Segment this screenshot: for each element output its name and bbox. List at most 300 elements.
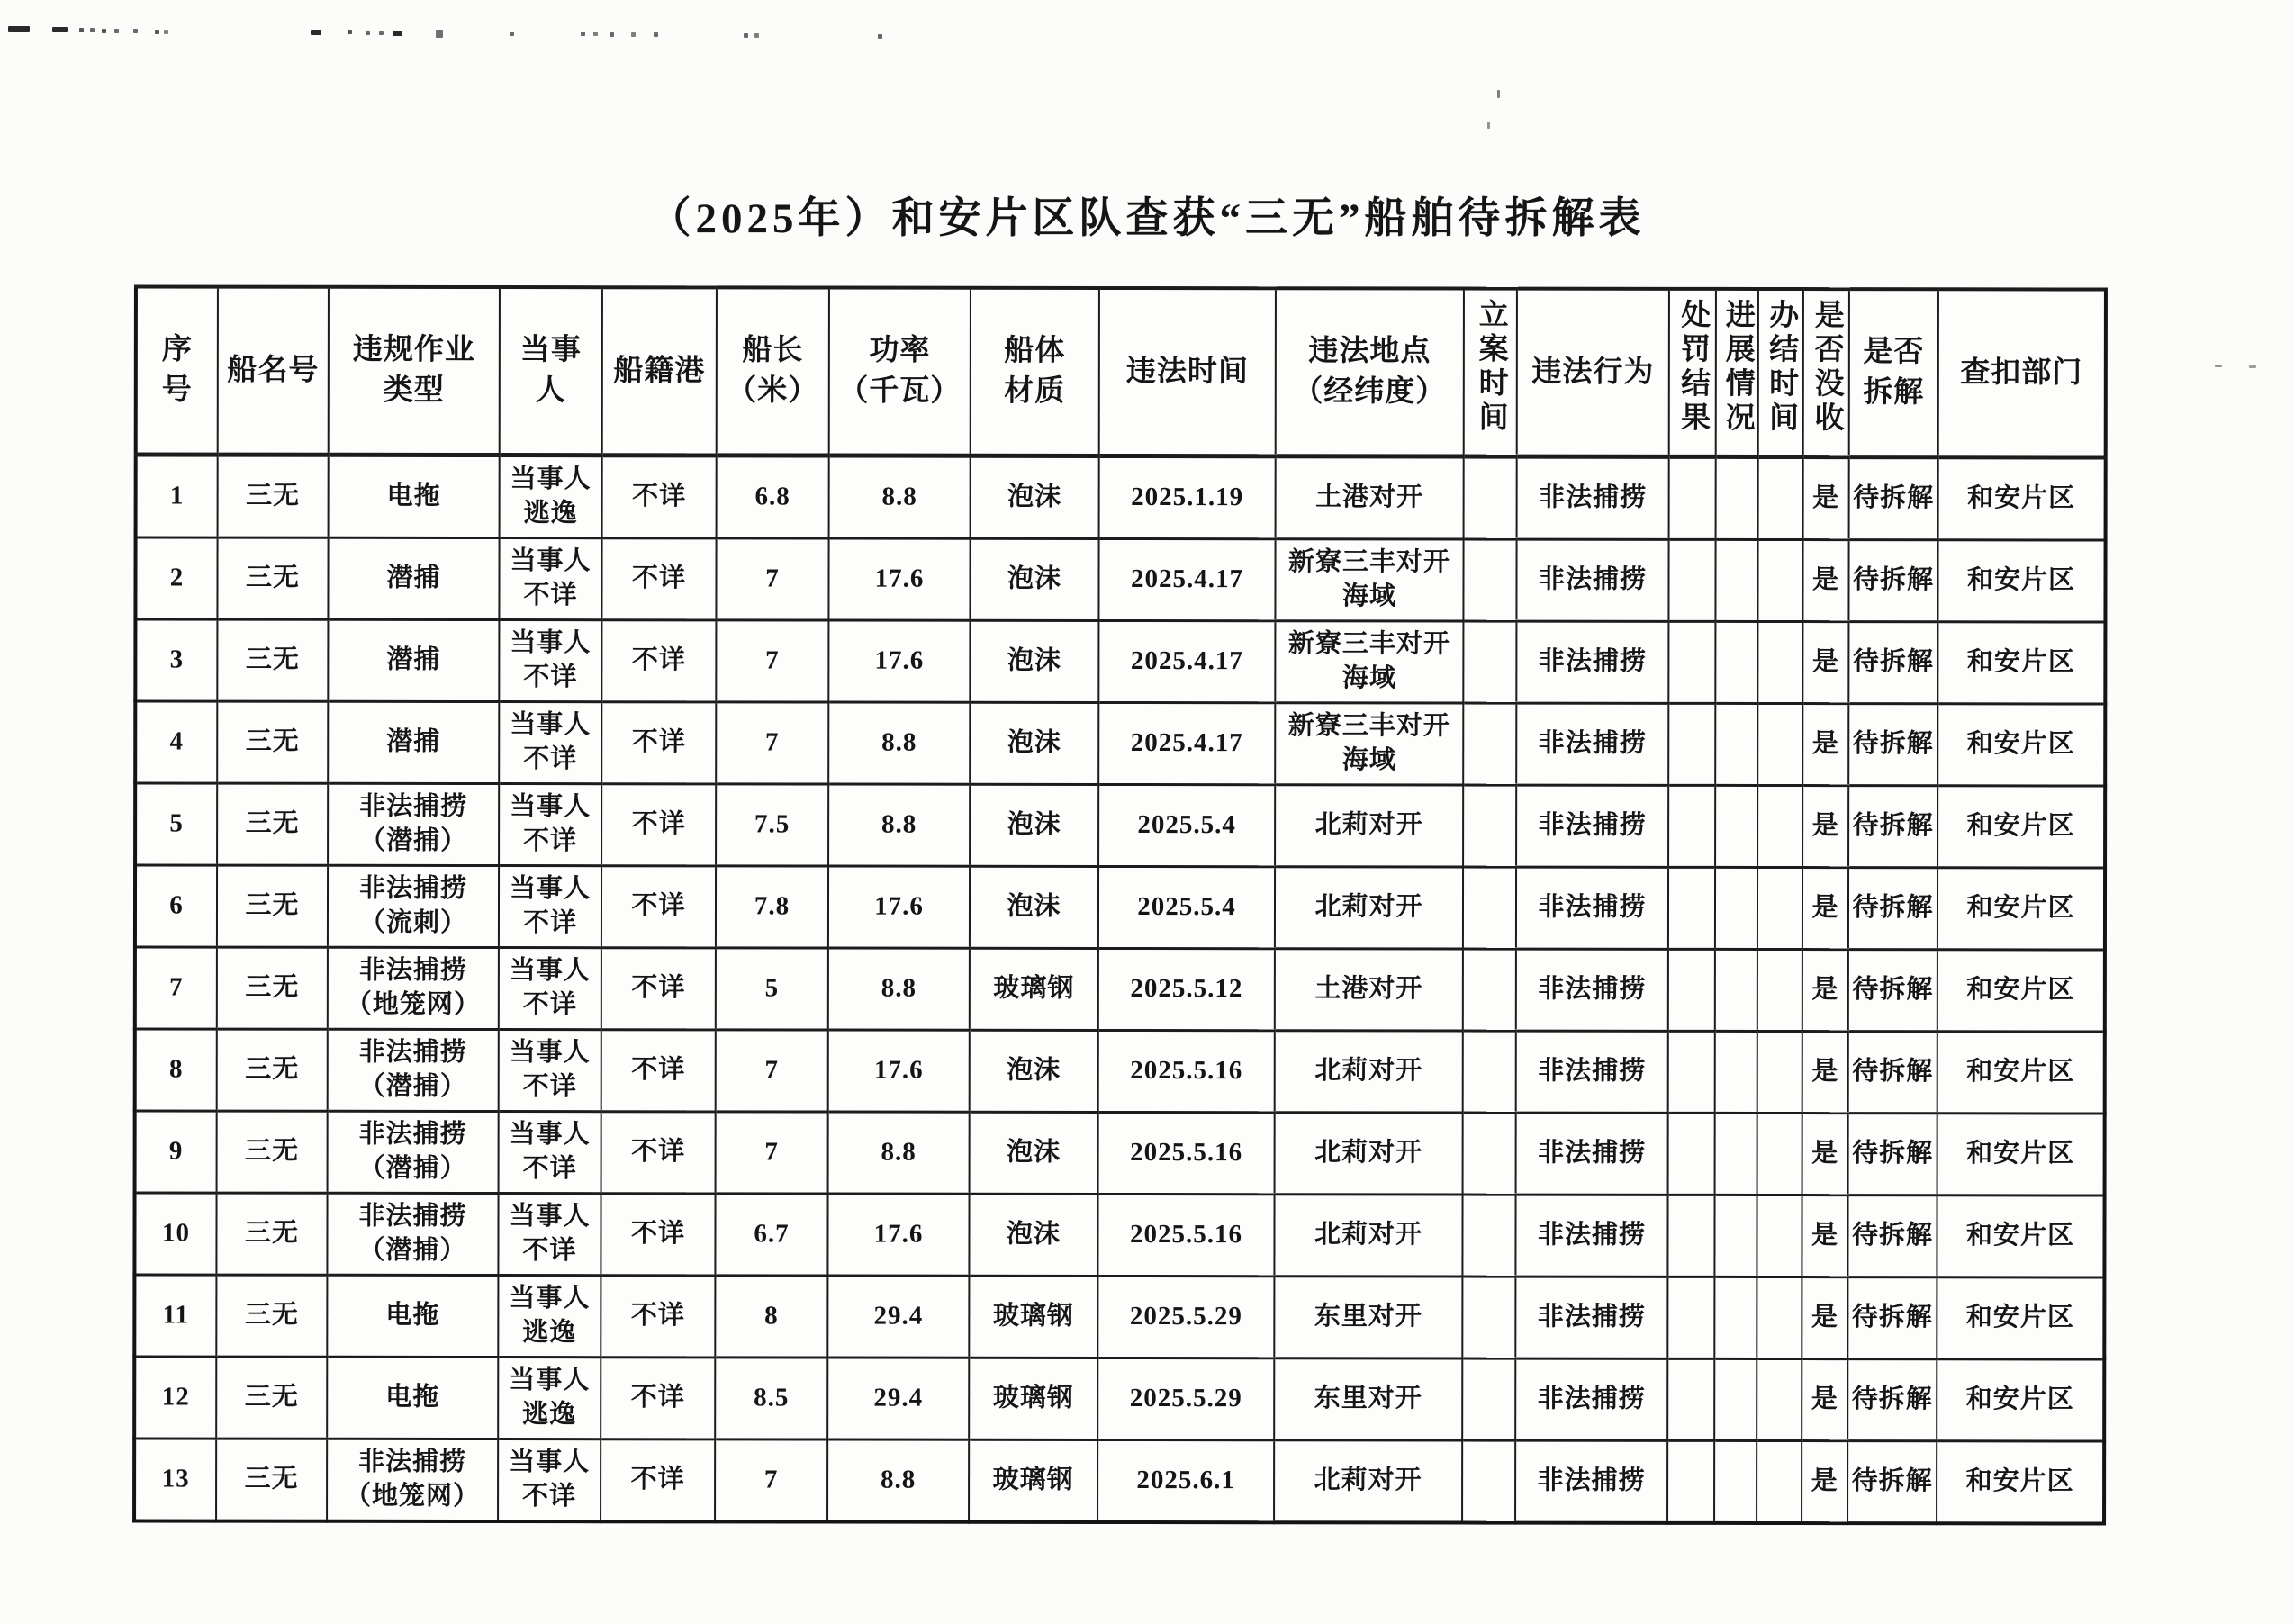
table-cell: 和安片区 <box>1937 540 2105 622</box>
table-cell: 和安片区 <box>1937 622 2105 704</box>
table-cell <box>1668 703 1715 785</box>
column-header-17 <box>1938 289 2106 457</box>
table-cell: 泡沫 <box>969 1194 1097 1276</box>
table-cell: 是 <box>1802 786 1848 868</box>
table-cell <box>1715 539 1757 621</box>
table-cell: 是 <box>1802 1441 1847 1524</box>
scan-speck <box>1497 90 1500 98</box>
scan-speck <box>2249 365 2256 368</box>
table-cell <box>1463 785 1516 867</box>
table-cell: 非法捕捞 （地笼网） <box>328 947 499 1029</box>
column-header-2 <box>329 287 500 456</box>
table-cell: 8.8 <box>827 1439 969 1522</box>
column-header-11 <box>1517 289 1669 457</box>
table-cell: 东里对开 <box>1274 1358 1462 1440</box>
table-cell <box>1668 1113 1715 1195</box>
table-cell: 泡沫 <box>970 620 1098 702</box>
table-cell <box>1667 1440 1714 1523</box>
scan-speck <box>348 30 352 34</box>
seized-vessels-table <box>132 284 2108 1525</box>
table-cell: 不详 <box>601 1030 716 1112</box>
scan-speck <box>610 32 614 37</box>
table-cell <box>1463 703 1516 785</box>
table-cell: 泡沫 <box>970 866 1098 948</box>
table-cell <box>1463 539 1516 621</box>
table-cell: 当事人 不详 <box>499 620 601 702</box>
table-cell: 当事人 不详 <box>498 1439 601 1522</box>
table-cell <box>1462 1358 1515 1440</box>
table-cell: 和安片区 <box>1938 457 2106 540</box>
table-cell: 和安片区 <box>1937 1114 2105 1195</box>
scan-speck <box>2215 365 2222 367</box>
table-cell: 待拆解 <box>1848 950 1937 1032</box>
table-cell: 电拖 <box>327 1357 498 1439</box>
table-cell: 和安片区 <box>1937 1359 2104 1441</box>
table-cell <box>1668 867 1715 949</box>
table-cell: 8.8 <box>828 948 970 1030</box>
column-header-16 <box>1849 289 1938 457</box>
table-cell: 非法捕捞 <box>1515 1195 1667 1277</box>
table-cell: 5 <box>716 948 828 1030</box>
table-cell: 三无 <box>217 947 328 1029</box>
table-cell <box>1668 949 1715 1031</box>
scan-speck <box>90 28 95 32</box>
scan-speck <box>744 33 748 38</box>
table-row <box>135 537 2105 622</box>
table-cell: 电拖 <box>327 1275 498 1357</box>
table-cell: 1 <box>136 455 218 537</box>
column-header-3 <box>500 287 602 456</box>
table-cell: 非法捕捞 <box>1516 785 1668 867</box>
column-header-label: 当事 人 <box>519 334 582 408</box>
scan-speck <box>379 31 384 35</box>
table-cell <box>1757 785 1802 867</box>
table-cell: 非法捕捞 （潜捕） <box>328 1111 499 1193</box>
column-header-label: 序 号 <box>161 333 193 407</box>
table-cell: 6 <box>135 865 217 947</box>
table-cell: 泡沫 <box>970 538 1098 620</box>
table-cell: 和安片区 <box>1937 1441 2104 1524</box>
table-cell: 非法捕捞 <box>1516 1031 1668 1113</box>
table-cell: 17.6 <box>828 620 970 702</box>
table-cell: 当事人 不详 <box>499 784 601 866</box>
scan-speck <box>654 32 658 37</box>
table-cell: 2025.1.19 <box>1099 456 1276 538</box>
column-header-label: 查扣部门 <box>1960 356 2083 390</box>
table-cell: 泡沫 <box>970 784 1098 866</box>
table-cell: 非法捕捞 （潜捕） <box>328 1029 499 1111</box>
table-cell: 7.8 <box>716 866 828 948</box>
table-cell <box>1715 949 1757 1031</box>
table-cell: 北莉对开 <box>1274 1440 1462 1523</box>
table-cell: 三无 <box>218 455 329 537</box>
table-cell: 泡沫 <box>970 1112 1098 1194</box>
column-header-4 <box>602 287 717 456</box>
scan-speck <box>393 31 402 36</box>
column-header-12 <box>1669 289 1716 457</box>
table-cell: 待拆解 <box>1847 1277 1937 1359</box>
scan-speck <box>754 33 759 38</box>
table-cell: 待拆解 <box>1847 1441 1937 1524</box>
table-cell: 8.5 <box>715 1358 827 1439</box>
table-cell: 不详 <box>601 1358 715 1439</box>
table-cell: 三无 <box>216 1193 327 1275</box>
column-header-9 <box>1276 288 1464 456</box>
table-cell: 7.5 <box>716 784 828 866</box>
table-cell: 待拆解 <box>1849 457 1938 540</box>
table-cell: 是 <box>1802 1195 1847 1277</box>
table-cell <box>1462 1277 1515 1358</box>
table-cell: 三无 <box>217 701 328 783</box>
table-cell: 东里对开 <box>1274 1277 1462 1358</box>
table-cell: 是 <box>1802 1114 1848 1195</box>
column-header-5 <box>717 287 829 456</box>
scan-speck <box>510 32 514 36</box>
table-cell: 北莉对开 <box>1275 785 1463 867</box>
table-row <box>134 1193 2104 1277</box>
table-cell: 和安片区 <box>1937 868 2105 950</box>
scan-speck <box>311 30 321 35</box>
scan-speck <box>79 28 84 32</box>
table-cell <box>1462 1195 1515 1277</box>
table-cell: 是 <box>1802 1359 1847 1441</box>
table-cell: 电拖 <box>329 455 500 537</box>
column-header-7 <box>971 288 1099 456</box>
table-cell: 非法捕捞 <box>1516 539 1668 621</box>
table-cell: 2025.5.16 <box>1097 1194 1274 1276</box>
table-cell: 当事人 不详 <box>499 538 601 620</box>
table-cell <box>1464 456 1517 539</box>
column-header-15 <box>1803 289 1849 457</box>
table-cell: 8.8 <box>828 702 970 784</box>
table-cell: 待拆解 <box>1848 540 1937 622</box>
table-cell: 北莉对开 <box>1274 1195 1462 1277</box>
scan-speck <box>155 30 159 34</box>
table-cell: 泡沫 <box>970 702 1098 784</box>
table-cell: 非法捕捞 （流刺） <box>328 865 499 947</box>
table-cell: 新寮三丰对开 海域 <box>1275 539 1463 621</box>
table-cell: 待拆解 <box>1847 1195 1937 1277</box>
table-row <box>134 1275 2104 1359</box>
table-cell <box>1715 1113 1757 1195</box>
table-cell: 不详 <box>601 1439 715 1522</box>
table-cell: 是 <box>1802 868 1848 950</box>
table-cell: 29.4 <box>827 1276 969 1358</box>
column-header-label: 是否 拆解 <box>1863 336 1925 410</box>
table-cell: 是 <box>1803 457 1849 540</box>
table-cell: 新寮三丰对开 海域 <box>1275 703 1463 785</box>
table-cell: 潜捕 <box>328 619 499 701</box>
table-cell: 3 <box>135 619 217 701</box>
table-cell: 玻璃钢 <box>970 948 1098 1030</box>
table-row <box>135 865 2105 950</box>
table-cell: 北莉对开 <box>1275 1031 1463 1113</box>
table-cell: 玻璃钢 <box>969 1439 1097 1522</box>
table-cell: 非法捕捞 <box>1516 1113 1668 1195</box>
table-cell: 不详 <box>601 620 716 702</box>
table-cell: 是 <box>1802 704 1848 786</box>
table-cell <box>1757 1031 1802 1113</box>
table-cell: 当事人 不详 <box>499 866 601 948</box>
table-cell: 9 <box>135 1111 217 1193</box>
table-cell: 不详 <box>601 702 716 784</box>
table-row <box>135 1111 2105 1195</box>
scan-speck <box>52 27 68 32</box>
table-cell: 非法捕捞 （潜捕） <box>328 783 499 865</box>
table-cell: 2025.5.29 <box>1097 1276 1274 1358</box>
table-cell: 潜捕 <box>328 537 499 619</box>
table-cell: 不详 <box>601 866 716 948</box>
table-cell <box>1667 1195 1714 1277</box>
table-row <box>135 619 2105 704</box>
table-cell: 17.6 <box>828 538 970 620</box>
scan-speck <box>102 29 106 33</box>
table-cell: 待拆解 <box>1848 786 1937 868</box>
table-cell: 不详 <box>602 456 717 538</box>
table-cell: 当事人 逃逸 <box>498 1358 601 1439</box>
table-cell <box>1667 1358 1714 1440</box>
table-cell: 7 <box>715 1439 827 1522</box>
table-cell: 泡沫 <box>971 456 1099 538</box>
table-cell: 和安片区 <box>1937 1032 2105 1114</box>
scan-speck <box>133 29 138 33</box>
table-cell <box>1463 1031 1516 1113</box>
table-cell: 当事人 逃逸 <box>500 456 602 538</box>
scan-speck <box>581 32 585 36</box>
table-cell <box>1668 1031 1715 1113</box>
table-row <box>134 1439 2104 1524</box>
table-cell: 2025.6.1 <box>1097 1439 1274 1522</box>
table-cell: 17.6 <box>828 866 970 948</box>
table-cell <box>1757 621 1802 703</box>
table-cell: 非法捕捞 <box>1516 949 1668 1031</box>
column-header-13 <box>1716 289 1758 457</box>
table-cell <box>1714 1440 1757 1523</box>
table-cell: 7 <box>135 947 217 1029</box>
table-cell: 非法捕捞 <box>1516 867 1668 949</box>
table-cell <box>1757 703 1802 785</box>
scan-speck <box>1487 122 1490 129</box>
table-cell: 2025.5.16 <box>1098 1112 1275 1194</box>
table-cell <box>1667 1277 1714 1358</box>
column-header-label: 违法地点 （经纬度） <box>1293 335 1447 409</box>
column-header-8 <box>1099 288 1276 456</box>
table-cell: 三无 <box>217 1111 328 1193</box>
table-cell: 当事人 不详 <box>499 1112 601 1194</box>
column-header-label: 处罚结果 <box>1676 298 1710 436</box>
table-cell: 7 <box>716 1112 828 1194</box>
table-cell: 非法捕捞 <box>1515 1440 1667 1523</box>
table-cell <box>1463 867 1516 949</box>
table-cell: 潜捕 <box>328 701 499 783</box>
table-cell: 三无 <box>217 783 328 865</box>
table-cell <box>1757 1113 1802 1195</box>
table-cell: 2025.4.17 <box>1098 538 1275 620</box>
table-cell: 待拆解 <box>1848 868 1937 950</box>
column-header-label: 违法时间 <box>1125 355 1249 388</box>
table-cell <box>1757 539 1802 621</box>
table-cell: 北莉对开 <box>1275 867 1463 949</box>
table-cell: 非法捕捞 （地笼网） <box>327 1439 498 1521</box>
column-header-label: 功率 （千瓦） <box>838 335 962 408</box>
table-cell: 待拆解 <box>1848 1114 1937 1195</box>
table-cell: 北莉对开 <box>1275 1113 1463 1195</box>
table-cell <box>1463 621 1516 703</box>
table-cell: 和安片区 <box>1937 1195 2104 1277</box>
column-header-1 <box>218 287 329 456</box>
table-cell <box>1668 785 1715 867</box>
table-cell: 当事人 不详 <box>499 702 601 784</box>
table-cell: 和安片区 <box>1937 1277 2104 1359</box>
table-cell: 待拆解 <box>1848 704 1937 786</box>
table-cell <box>1714 1277 1757 1358</box>
column-header-label: 违法行为 <box>1531 356 1655 389</box>
table-cell: 8.8 <box>829 456 971 538</box>
table-cell <box>1757 867 1802 949</box>
scan-speck <box>631 32 636 37</box>
table-cell: 不详 <box>601 948 716 1030</box>
column-header-label: 立案时间 <box>1474 298 1507 436</box>
table-cell: 非法捕捞 <box>1515 1277 1667 1358</box>
table-cell <box>1714 1195 1757 1277</box>
scan-speck <box>8 26 30 32</box>
table-cell: 2025.5.4 <box>1098 866 1275 948</box>
table-cell <box>1715 867 1757 949</box>
table-cell <box>1463 949 1516 1031</box>
table-cell: 三无 <box>217 537 328 619</box>
table-cell: 是 <box>1802 1032 1848 1114</box>
table-cell <box>1715 1031 1757 1113</box>
table-cell: 2 <box>135 537 217 619</box>
table-cell: 12 <box>134 1357 216 1439</box>
column-header-label: 船长 （米） <box>727 334 819 408</box>
table-cell: 4 <box>135 701 217 783</box>
table-cell: 8.8 <box>828 784 970 866</box>
table-cell <box>1716 456 1758 539</box>
table-row <box>135 783 2105 868</box>
table-cell: 当事人 不详 <box>498 1194 601 1276</box>
table-cell: 非法捕捞 （潜捕） <box>327 1193 498 1275</box>
table-cell <box>1757 1358 1802 1440</box>
table-header-row <box>136 286 2106 457</box>
table-cell <box>1758 456 1803 539</box>
table-row <box>135 947 2105 1032</box>
table-row <box>136 455 2106 540</box>
table-cell: 新寮三丰对开 海域 <box>1275 621 1463 703</box>
table-cell: 不详 <box>601 784 716 866</box>
table-cell: 2025.5.4 <box>1098 784 1275 866</box>
column-header-label: 船籍港 <box>613 354 706 388</box>
table-cell: 是 <box>1802 1277 1847 1359</box>
scan-speck <box>114 29 119 33</box>
table-cell: 待拆解 <box>1848 622 1937 704</box>
table-cell: 29.4 <box>827 1358 969 1439</box>
table-cell <box>1715 621 1757 703</box>
table-cell: 是 <box>1802 950 1848 1032</box>
table-cell <box>1668 539 1715 621</box>
table-cell: 玻璃钢 <box>969 1276 1097 1358</box>
table-cell <box>1757 949 1802 1031</box>
table-row <box>135 1029 2105 1114</box>
column-header-0 <box>136 286 218 455</box>
table-cell <box>1668 621 1715 703</box>
table-cell <box>1757 1440 1802 1523</box>
table-cell <box>1757 1195 1802 1277</box>
table-cell: 13 <box>134 1439 216 1521</box>
table-cell: 土港对开 <box>1276 456 1464 539</box>
table-cell: 6.7 <box>715 1194 827 1276</box>
table-cell: 7 <box>716 702 828 784</box>
table-cell: 是 <box>1802 540 1848 622</box>
table-cell: 非法捕捞 <box>1516 703 1668 785</box>
table-cell: 不详 <box>601 1194 715 1276</box>
table-cell: 不详 <box>601 1276 715 1358</box>
column-header-6 <box>829 288 971 456</box>
table-cell: 8.8 <box>828 1112 970 1194</box>
table-cell: 非法捕捞 <box>1515 1358 1667 1440</box>
table-cell: 2025.5.29 <box>1097 1358 1274 1439</box>
table-cell <box>1714 1358 1757 1440</box>
table-cell: 待拆解 <box>1848 1032 1937 1114</box>
table-cell: 7 <box>716 538 828 620</box>
table-cell: 2025.5.12 <box>1098 948 1275 1030</box>
column-header-label: 进展情况 <box>1720 298 1754 436</box>
table-cell: 当事人 不详 <box>499 948 601 1030</box>
table-cell: 三无 <box>217 865 328 947</box>
table-row <box>134 1357 2104 1441</box>
table-cell: 和安片区 <box>1937 786 2105 868</box>
column-header-label: 船体 材质 <box>1004 335 1066 408</box>
table-cell <box>1463 1113 1516 1195</box>
table-cell: 7 <box>716 620 828 702</box>
table-cell: 玻璃钢 <box>969 1358 1097 1439</box>
table-cell: 6.8 <box>717 456 829 538</box>
column-header-label: 违规作业 类型 <box>352 334 475 407</box>
table-cell: 泡沫 <box>970 1030 1098 1112</box>
table-cell <box>1715 703 1757 785</box>
table-cell: 5 <box>135 783 217 865</box>
table-cell <box>1757 1277 1802 1358</box>
table-cell <box>1669 456 1716 539</box>
table-row <box>135 701 2105 786</box>
scan-speck <box>164 30 168 34</box>
column-header-label: 船名号 <box>227 354 320 387</box>
scan-speck <box>593 32 598 36</box>
table-cell: 三无 <box>216 1357 327 1439</box>
table-cell <box>1462 1440 1515 1523</box>
column-header-label: 是否没收 <box>1810 298 1843 436</box>
table-cell: 待拆解 <box>1847 1359 1937 1441</box>
table-cell: 是 <box>1802 622 1848 704</box>
table-cell: 非法捕捞 <box>1517 456 1669 539</box>
table-cell: 三无 <box>217 619 328 701</box>
table-cell: 2025.5.16 <box>1098 1030 1275 1112</box>
table-cell: 三无 <box>216 1439 327 1521</box>
table-cell: 7 <box>716 1030 828 1112</box>
table-cell: 17.6 <box>828 1030 970 1112</box>
scan-speck <box>366 31 370 35</box>
table-cell: 当事人 不详 <box>499 1030 601 1112</box>
table-cell: 三无 <box>217 1029 328 1111</box>
column-header-14 <box>1758 289 1803 457</box>
scan-speck <box>878 34 882 39</box>
table-cell: 三无 <box>216 1275 327 1357</box>
table-cell: 和安片区 <box>1937 950 2105 1032</box>
page-title: （2025年）和安片区队查获“三无”船舶待拆解表 <box>648 195 1646 242</box>
table-cell: 非法捕捞 <box>1516 621 1668 703</box>
table-cell: 17.6 <box>827 1194 969 1276</box>
table-cell: 2025.4.17 <box>1098 702 1275 784</box>
